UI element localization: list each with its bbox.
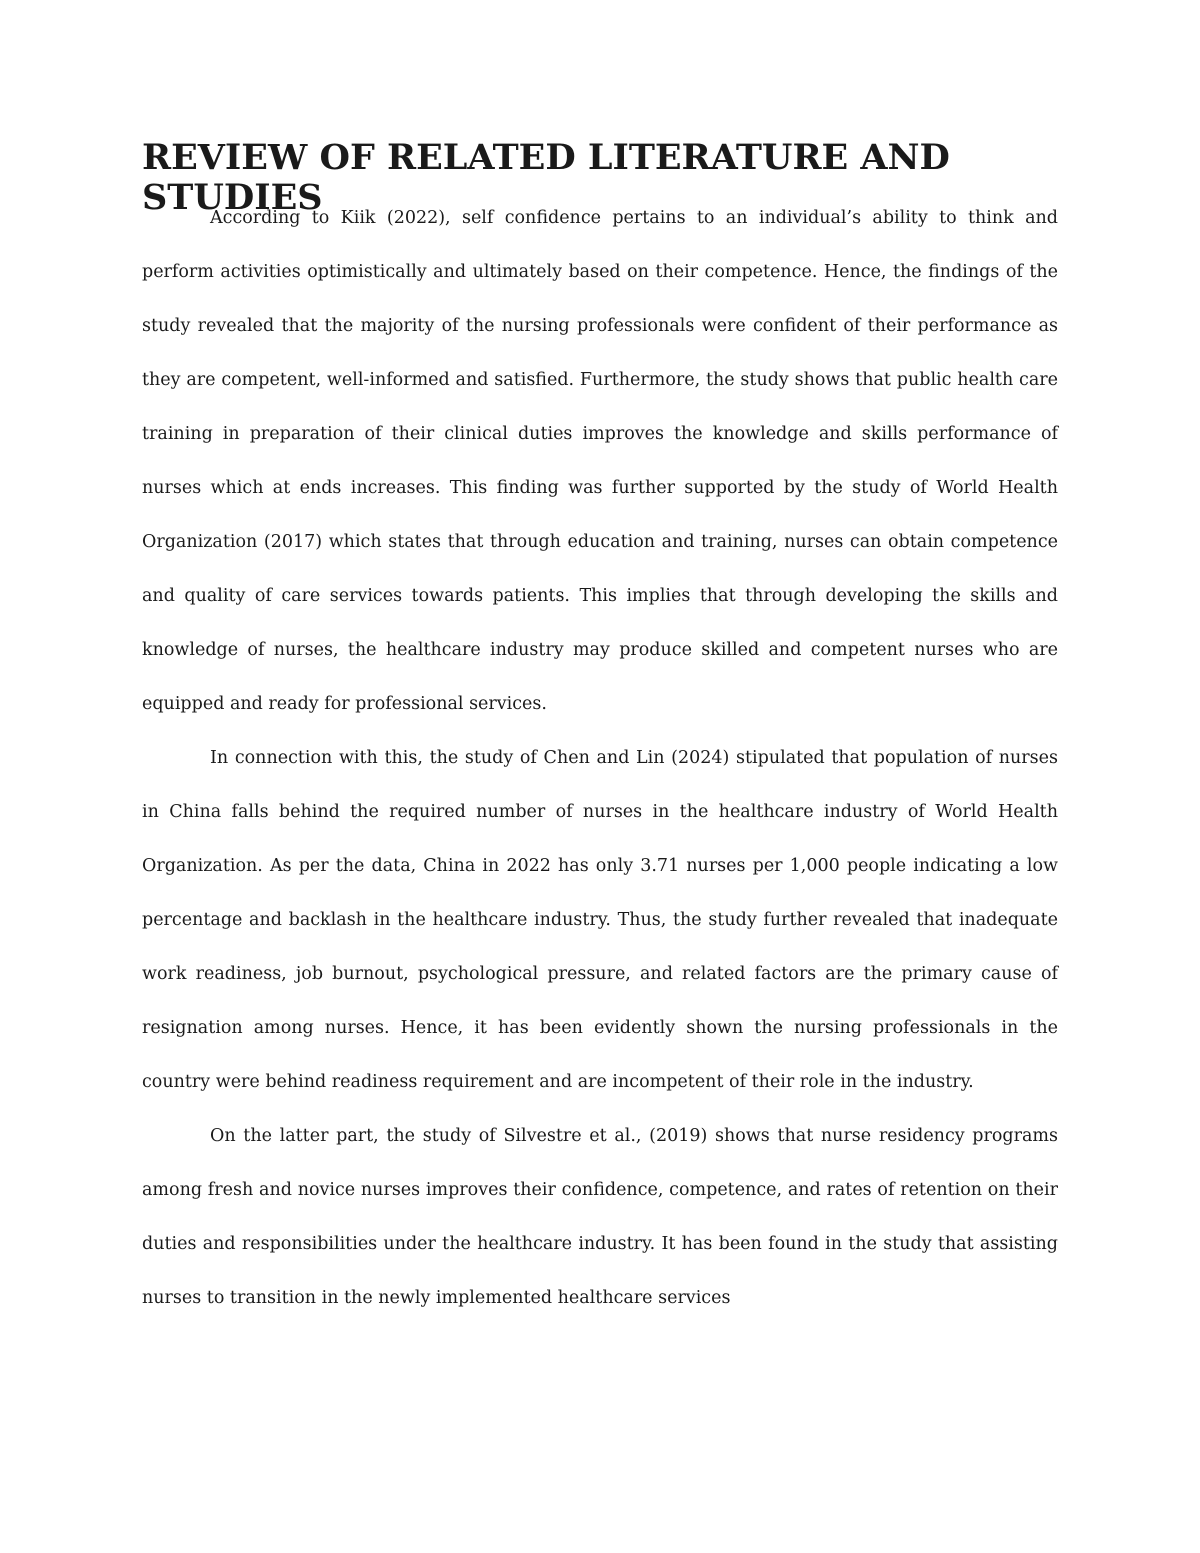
paragraph-2: In connection with this, the study of Chen and Lin (2024) stipulated that population of nurses in China falls behind the required number of nurses in the healthcare industry of World Health Organization. As per the data, China in 2022 has only 3.71 nurses per 1,000 people indicating a low percentage and backlash in the healthcare industry. Thus, the study further revealed that inadequate work readiness, job burnout, psychological pressure, and related factors are the primary cause of resignation among nurses. Hence, it has been evidently shown the nursing professionals in the country were behind readiness requirement and are incompetent of their role in the industry. bbox=[142, 748, 1058, 1092]
paragraph-1: According to Kiik (2022), self confidence pertains to an individual’s ability to think and perform activities optimistically and ultimately based on their competence. Hence, the findings of the study revealed that the majority of the nursing professionals were confident of their performance as they are competent, well-informed and satisfied. Furthermore, the study shows that public health care training in preparation of their clinical duties improves the knowledge and skills performance of nurses which at ends increases. This finding was further supported by the study of World Health Organization (2017) which states that through education and training, nurses can obtain competence and quality of care services towards patients. This implies that through developing the skills and knowledge of nurses, the healthcare industry may produce skilled and competent nurses who are equipped and ready for professional services. bbox=[142, 208, 1058, 714]
section-heading: REVIEW OF RELATED LITERATURE AND STUDIES bbox=[142, 137, 950, 218]
paragraph-3: On the latter part, the study of Silvestre et al., (2019) shows that nurse residency programs among fresh and novice nurses improves their confidence, competence, and rates of retention on their duties and responsibilities under the healthcare industry. It has been found in the study that assisting nurses to transition in the newly implemented healthcare services bbox=[142, 1126, 1058, 1308]
document-body bbox=[142, 138, 1058, 1325]
